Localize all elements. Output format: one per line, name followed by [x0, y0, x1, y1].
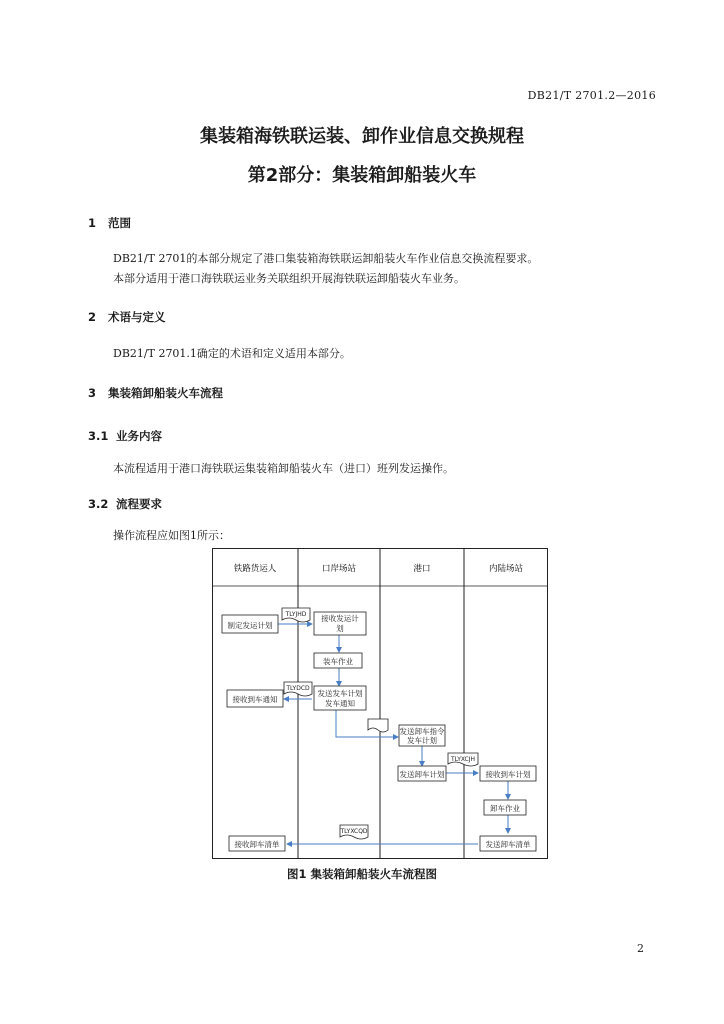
box-label: 卸车作业 — [490, 804, 520, 813]
section-number: 1 — [88, 216, 97, 230]
box-label: 发送卸车计划 — [399, 770, 445, 779]
box-label: 发车通知 — [325, 699, 355, 708]
box-label: 划 — [336, 624, 344, 633]
connector — [336, 710, 398, 737]
box-label: 制定发运计划 — [227, 621, 273, 630]
section-number: 3 — [88, 386, 97, 400]
document-label: TLYXCQD — [340, 828, 368, 835]
lane-header-inland-yard: 内陆场站 — [488, 564, 524, 574]
box-label: 装车作业 — [323, 657, 353, 666]
lane-header-railway-shipper: 铁路货运人 — [233, 564, 277, 574]
section-title: 术语与定义 — [108, 310, 166, 324]
section-title: 范围 — [108, 216, 131, 230]
document-label: TLYXCJH — [450, 756, 476, 763]
figure-caption: 图1 集装箱卸船装火车流程图 — [286, 867, 437, 881]
document-shape — [368, 719, 388, 732]
paragraph: 操作流程应如图1所示： — [113, 529, 230, 542]
section-title: 流程要求 — [116, 497, 162, 511]
section-3-heading — [88, 385, 223, 401]
paragraph: DB21/T 2701的本部分规定了港口集装箱海铁联运卸船装火车作业信息交换流程要求。 — [113, 252, 539, 265]
paragraph: 本部分适用于港口海铁联运业务关联组织开展海铁联运卸船装火车业务。 — [113, 272, 465, 285]
box-label: 接收到车计划 — [485, 770, 531, 779]
section-2-heading — [88, 309, 166, 325]
section-title: 集装箱卸船装火车流程 — [108, 386, 223, 400]
section-3-1-heading — [88, 428, 162, 444]
section-number: 3.1 — [88, 429, 109, 443]
paragraph: 本流程适用于港口海铁联运集装箱卸船装火车（进口）班列发运操作。 — [113, 462, 454, 475]
lane-header-port: 港口 — [413, 564, 431, 574]
section-1-heading — [88, 215, 131, 231]
document-title: 集装箱海铁联运装、卸作业信息交换规程 — [200, 126, 524, 147]
document-label: TLYJHD — [285, 611, 307, 618]
box-label: 接收卸车清单 — [234, 840, 280, 849]
section-3-2-heading — [88, 496, 162, 512]
flowchart — [212, 548, 548, 860]
box-label: 接收到车通知 — [232, 695, 278, 704]
box-label: 接收发运计 — [321, 614, 359, 623]
paragraph: DB21/T 2701.1确定的术语和定义适用本部分。 — [113, 347, 351, 360]
section-title: 业务内容 — [116, 429, 162, 443]
box-label: 发送发车计划 — [317, 689, 363, 698]
box-label: 发送卸车指令 — [399, 727, 445, 736]
section-number: 3.2 — [88, 497, 109, 511]
document-code: DB21/T 2701.2—2016 — [527, 89, 656, 102]
box-label: 发送卸车清单 — [485, 840, 531, 849]
lane-header-port-yard: 口岸场站 — [321, 564, 357, 574]
page-number: 2 — [637, 942, 644, 955]
document-label: TLYDCD — [286, 685, 310, 692]
box-label: 发车计划 — [407, 736, 437, 745]
section-number: 2 — [88, 310, 97, 324]
document-subtitle: 第2部分：集装箱卸船装火车 — [247, 165, 477, 186]
